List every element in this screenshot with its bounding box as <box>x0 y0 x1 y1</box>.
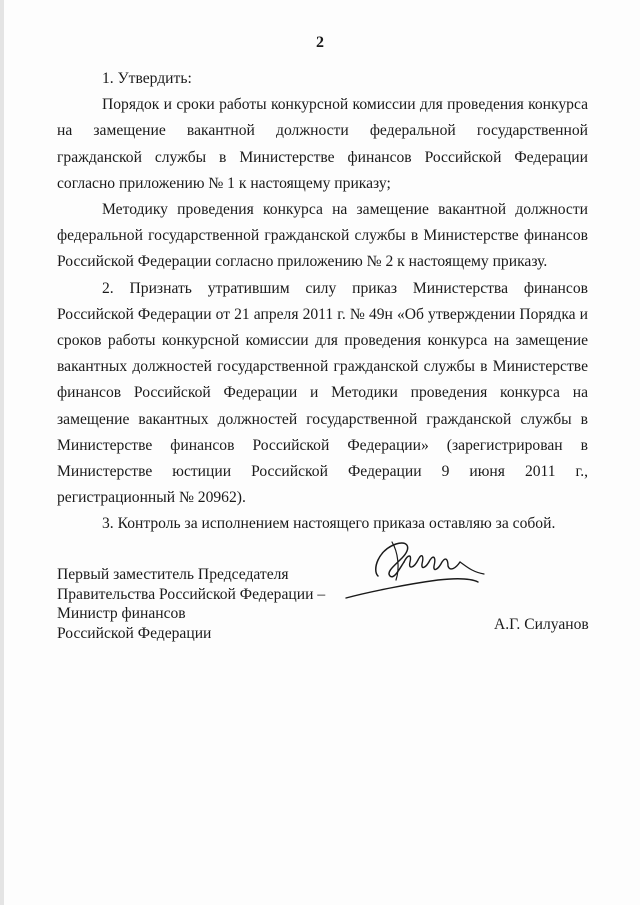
paragraph-commission-procedure: Порядок и сроки работы конкурсной комиссии для проведения конкурса на замещение вакантной должности федеральной государственной гражданской службы в Министерстве финансов Российской Федерации согласно приложению № 1 к настоящему приказу; <box>57 96 588 192</box>
paragraph-control: 3. Контроль за исполнением настоящего приказа оставляю за собой. <box>102 515 556 533</box>
paragraph-approve-heading: 1. Утвердить: <box>102 70 192 87</box>
signer-title-line: Первый заместитель Председателя <box>57 566 289 583</box>
signer-title-line: Министр финансов <box>57 605 186 622</box>
signer-title-line: Российской Федерации <box>57 624 212 642</box>
signer-title <box>57 565 347 643</box>
paragraph-repeal-order: 2. Признать утратившим силу приказ Министерства финансов Российской Федерации от 21 апреля 2011 г. № 49н «Об утверждении Порядка и сроков работы конкурсной комиссии для проведения конкурса на замещение вакантных должностей государственной гражданской службы в Министерстве финансов Российской Федерации и Методики проведения конкурса на замещение вакантных должностей государственной гражданской службы в Министерстве финансов Российской Федерации» (зарегистрирован в Министерстве юстиции Российской Федерации 9 июня 2011 г., регистрационный № 20962). <box>57 279 588 507</box>
signer-name: А.Г. Силуанов <box>494 616 589 633</box>
paragraph-methodology: Методику проведения конкурса на замещение вакантной должности федеральной государственной гражданской службы в Министерстве финансов Российской Федерации согласно приложению № 2 к настоящему приказу. <box>57 201 588 271</box>
handwritten-signature <box>338 532 498 612</box>
page-number: 2 <box>316 34 324 51</box>
signer-title-line: Правительства Российской Федерации – <box>57 585 326 603</box>
